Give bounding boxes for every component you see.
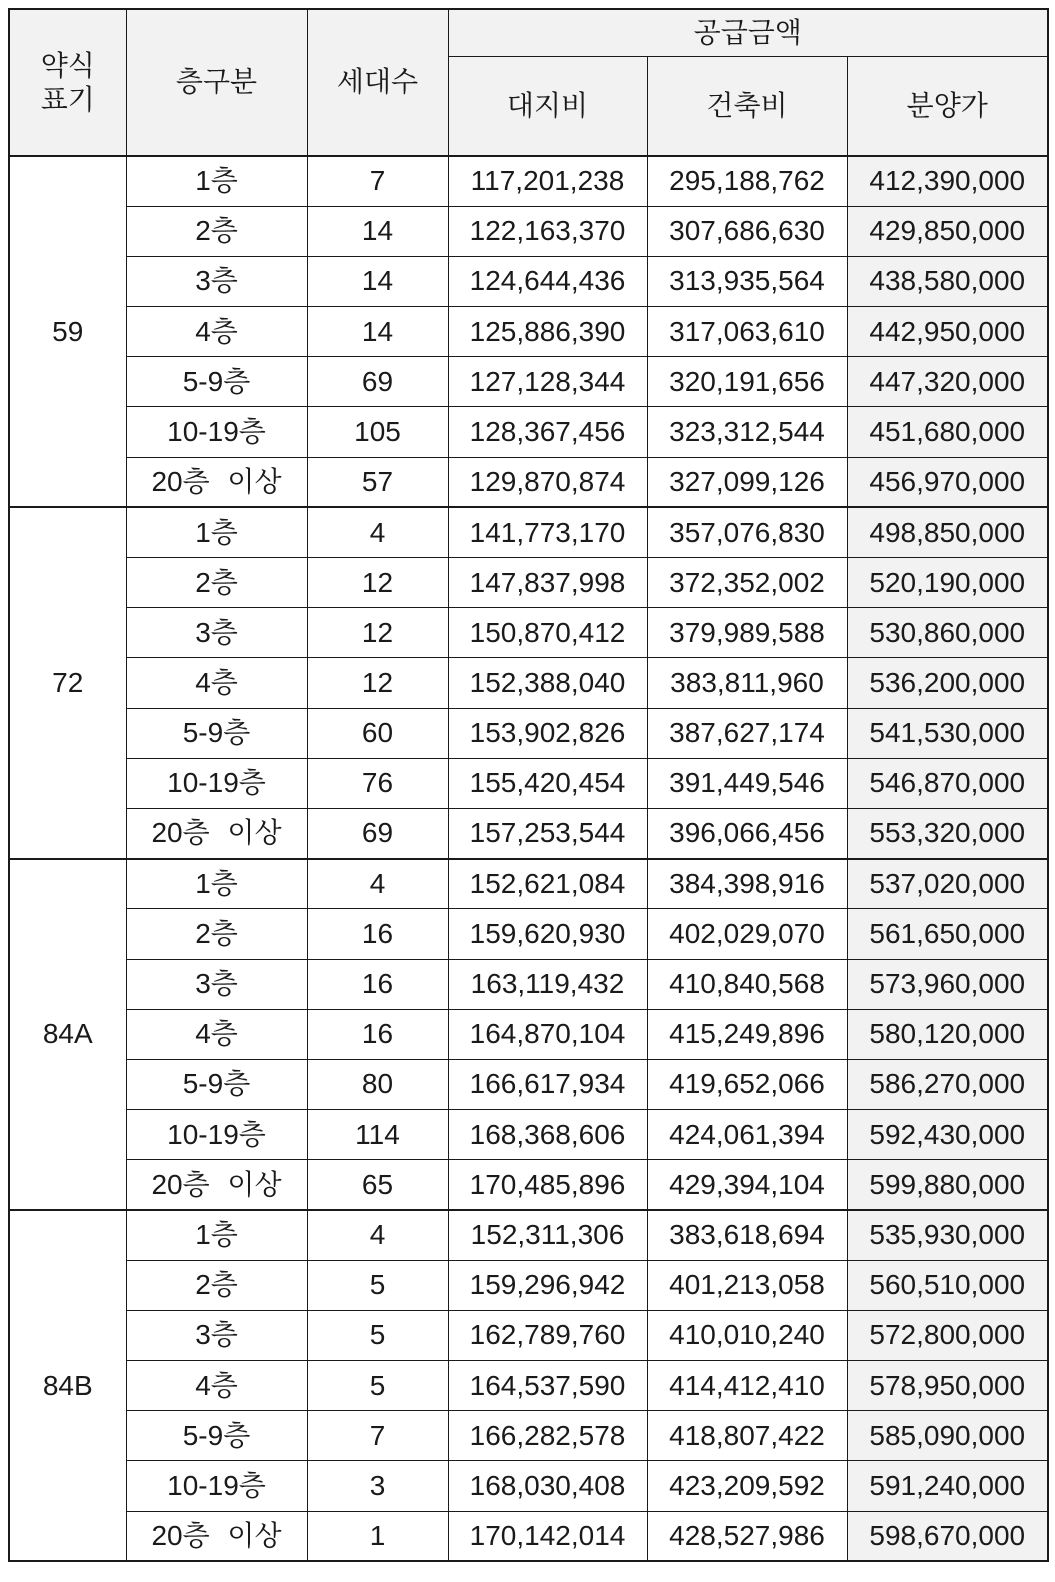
units-cell: 14 xyxy=(307,206,448,256)
units-cell: 69 xyxy=(307,357,448,407)
sale-price-cell: 561,650,000 xyxy=(847,909,1048,959)
land-cost-cell: 168,368,606 xyxy=(448,1110,647,1160)
building-cost-cell: 384,398,916 xyxy=(647,859,847,909)
building-cost-cell: 383,811,960 xyxy=(647,658,847,708)
header-land-cost: 대지비 xyxy=(448,56,647,156)
floor-cell: 5-9층 xyxy=(126,357,307,407)
header-supply-amount: 공급금액 xyxy=(448,9,1048,56)
table-row xyxy=(9,658,1048,708)
units-cell: 5 xyxy=(307,1310,448,1360)
land-cost-cell: 164,537,590 xyxy=(448,1361,647,1411)
building-cost-cell: 410,010,240 xyxy=(647,1310,847,1360)
header-unit-type-line-2: 표기 xyxy=(40,83,95,115)
sale-price-cell: 580,120,000 xyxy=(847,1009,1048,1059)
building-cost-cell: 391,449,546 xyxy=(647,758,847,808)
units-cell: 16 xyxy=(307,909,448,959)
table-row xyxy=(9,1461,1048,1511)
sale-price-cell: 591,240,000 xyxy=(847,1461,1048,1511)
sale-price-cell: 530,860,000 xyxy=(847,608,1048,658)
building-cost-cell: 379,989,588 xyxy=(647,608,847,658)
land-cost-cell: 127,128,344 xyxy=(448,357,647,407)
table-body xyxy=(9,156,1048,1561)
floor-cell: 3층 xyxy=(126,1310,307,1360)
floor-cell: 1층 xyxy=(126,1210,307,1260)
table-row xyxy=(9,256,1048,306)
table-row xyxy=(9,808,1048,858)
units-cell: 7 xyxy=(307,1411,448,1461)
units-cell: 3 xyxy=(307,1461,448,1511)
land-cost-cell: 152,621,084 xyxy=(448,859,647,909)
units-cell: 12 xyxy=(307,558,448,608)
sale-price-cell: 456,970,000 xyxy=(847,457,1048,507)
land-cost-cell: 162,789,760 xyxy=(448,1310,647,1360)
supply-price-table xyxy=(8,8,1049,1562)
sale-price-cell: 553,320,000 xyxy=(847,808,1048,858)
table-row xyxy=(9,1059,1048,1109)
units-cell: 114 xyxy=(307,1110,448,1160)
land-cost-cell: 150,870,412 xyxy=(448,608,647,658)
header-unit-type-line-1: 약식 xyxy=(40,49,95,81)
building-cost-cell: 415,249,896 xyxy=(647,1009,847,1059)
unit-type-cell: 59 xyxy=(9,156,126,507)
building-cost-cell: 423,209,592 xyxy=(647,1461,847,1511)
floor-cell: 5-9층 xyxy=(126,708,307,758)
units-cell: 105 xyxy=(307,407,448,457)
land-cost-cell: 155,420,454 xyxy=(448,758,647,808)
sale-price-cell: 592,430,000 xyxy=(847,1110,1048,1160)
sale-price-cell: 442,950,000 xyxy=(847,307,1048,357)
units-cell: 80 xyxy=(307,1059,448,1109)
sale-price-cell: 586,270,000 xyxy=(847,1059,1048,1109)
units-cell: 4 xyxy=(307,507,448,557)
land-cost-cell: 168,030,408 xyxy=(448,1461,647,1511)
table-row xyxy=(9,1310,1048,1360)
building-cost-cell: 401,213,058 xyxy=(647,1260,847,1310)
building-cost-cell: 320,191,656 xyxy=(647,357,847,407)
land-cost-cell: 122,163,370 xyxy=(448,206,647,256)
floor-cell: 10-19층 xyxy=(126,758,307,808)
table-row xyxy=(9,558,1048,608)
sale-price-cell: 599,880,000 xyxy=(847,1160,1048,1210)
table-row xyxy=(9,1110,1048,1160)
sale-price-cell: 598,670,000 xyxy=(847,1511,1048,1561)
units-cell: 12 xyxy=(307,608,448,658)
sale-price-cell: 585,090,000 xyxy=(847,1411,1048,1461)
building-cost-cell: 429,394,104 xyxy=(647,1160,847,1210)
floor-cell: 10-19층 xyxy=(126,1461,307,1511)
table-row xyxy=(9,959,1048,1009)
units-cell: 76 xyxy=(307,758,448,808)
table-row xyxy=(9,708,1048,758)
table-row xyxy=(9,457,1048,507)
table-row xyxy=(9,307,1048,357)
building-cost-cell: 317,063,610 xyxy=(647,307,847,357)
header-unit-type xyxy=(9,9,126,156)
land-cost-cell: 153,902,826 xyxy=(448,708,647,758)
building-cost-cell: 402,029,070 xyxy=(647,909,847,959)
units-cell: 4 xyxy=(307,1210,448,1260)
table-row xyxy=(9,859,1048,909)
land-cost-cell: 152,388,040 xyxy=(448,658,647,708)
floor-cell: 4층 xyxy=(126,658,307,708)
units-cell: 57 xyxy=(307,457,448,507)
floor-cell: 20층 이상 xyxy=(126,808,307,858)
table-header xyxy=(9,9,1048,156)
table-row xyxy=(9,1361,1048,1411)
table-row xyxy=(9,156,1048,206)
units-cell: 5 xyxy=(307,1260,448,1310)
land-cost-cell: 141,773,170 xyxy=(448,507,647,557)
floor-cell: 4층 xyxy=(126,1009,307,1059)
floor-cell: 20층 이상 xyxy=(126,457,307,507)
land-cost-cell: 128,367,456 xyxy=(448,407,647,457)
table-row xyxy=(9,1009,1048,1059)
building-cost-cell: 418,807,422 xyxy=(647,1411,847,1461)
building-cost-cell: 410,840,568 xyxy=(647,959,847,1009)
units-cell: 14 xyxy=(307,307,448,357)
floor-cell: 3층 xyxy=(126,959,307,1009)
land-cost-cell: 170,485,896 xyxy=(448,1160,647,1210)
units-cell: 69 xyxy=(307,808,448,858)
land-cost-cell: 147,837,998 xyxy=(448,558,647,608)
land-cost-cell: 166,617,934 xyxy=(448,1059,647,1109)
building-cost-cell: 419,652,066 xyxy=(647,1059,847,1109)
floor-cell: 20층 이상 xyxy=(126,1511,307,1561)
sale-price-cell: 536,200,000 xyxy=(847,658,1048,708)
sale-price-cell: 498,850,000 xyxy=(847,507,1048,557)
sale-price-cell: 429,850,000 xyxy=(847,206,1048,256)
header-floor: 층구분 xyxy=(126,9,307,156)
building-cost-cell: 396,066,456 xyxy=(647,808,847,858)
land-cost-cell: 129,870,874 xyxy=(448,457,647,507)
sale-price-cell: 573,960,000 xyxy=(847,959,1048,1009)
table-row xyxy=(9,909,1048,959)
unit-type-cell: 84B xyxy=(9,1210,126,1561)
floor-cell: 3층 xyxy=(126,608,307,658)
building-cost-cell: 313,935,564 xyxy=(647,256,847,306)
sale-price-cell: 560,510,000 xyxy=(847,1260,1048,1310)
table-row xyxy=(9,608,1048,658)
units-cell: 4 xyxy=(307,859,448,909)
sale-price-cell: 535,930,000 xyxy=(847,1210,1048,1260)
table-row xyxy=(9,1260,1048,1310)
building-cost-cell: 372,352,002 xyxy=(647,558,847,608)
floor-cell: 2층 xyxy=(126,1260,307,1310)
building-cost-cell: 428,527,986 xyxy=(647,1511,847,1561)
table-row xyxy=(9,1210,1048,1260)
sale-price-cell: 572,800,000 xyxy=(847,1310,1048,1360)
header-building-cost: 건축비 xyxy=(647,56,847,156)
table-row xyxy=(9,206,1048,256)
sale-price-cell: 546,870,000 xyxy=(847,758,1048,808)
unit-type-cell: 72 xyxy=(9,507,126,858)
building-cost-cell: 424,061,394 xyxy=(647,1110,847,1160)
floor-cell: 20층 이상 xyxy=(126,1160,307,1210)
floor-cell: 5-9층 xyxy=(126,1411,307,1461)
building-cost-cell: 307,686,630 xyxy=(647,206,847,256)
table-row xyxy=(9,407,1048,457)
units-cell: 1 xyxy=(307,1511,448,1561)
unit-type-cell: 84A xyxy=(9,859,126,1210)
table-row xyxy=(9,1160,1048,1210)
units-cell: 16 xyxy=(307,959,448,1009)
building-cost-cell: 383,618,694 xyxy=(647,1210,847,1260)
table-row xyxy=(9,1411,1048,1461)
land-cost-cell: 159,296,942 xyxy=(448,1260,647,1310)
land-cost-cell: 152,311,306 xyxy=(448,1210,647,1260)
land-cost-cell: 163,119,432 xyxy=(448,959,647,1009)
building-cost-cell: 357,076,830 xyxy=(647,507,847,557)
header-units: 세대수 xyxy=(307,9,448,156)
table-row xyxy=(9,758,1048,808)
table-row xyxy=(9,1511,1048,1561)
land-cost-cell: 125,886,390 xyxy=(448,307,647,357)
units-cell: 65 xyxy=(307,1160,448,1210)
land-cost-cell: 157,253,544 xyxy=(448,808,647,858)
land-cost-cell: 117,201,238 xyxy=(448,156,647,206)
building-cost-cell: 295,188,762 xyxy=(647,156,847,206)
units-cell: 12 xyxy=(307,658,448,708)
sale-price-cell: 412,390,000 xyxy=(847,156,1048,206)
sale-price-cell: 578,950,000 xyxy=(847,1361,1048,1411)
header-sale-price: 분양가 xyxy=(847,56,1048,156)
floor-cell: 1층 xyxy=(126,156,307,206)
land-cost-cell: 170,142,014 xyxy=(448,1511,647,1561)
floor-cell: 1층 xyxy=(126,507,307,557)
units-cell: 7 xyxy=(307,156,448,206)
units-cell: 16 xyxy=(307,1009,448,1059)
units-cell: 60 xyxy=(307,708,448,758)
sale-price-cell: 520,190,000 xyxy=(847,558,1048,608)
sale-price-cell: 541,530,000 xyxy=(847,708,1048,758)
floor-cell: 1층 xyxy=(126,859,307,909)
table-row xyxy=(9,357,1048,407)
floor-cell: 4층 xyxy=(126,1361,307,1411)
building-cost-cell: 323,312,544 xyxy=(647,407,847,457)
table-row xyxy=(9,507,1048,557)
sale-price-cell: 451,680,000 xyxy=(847,407,1048,457)
building-cost-cell: 414,412,410 xyxy=(647,1361,847,1411)
header-row-top xyxy=(9,9,1048,56)
units-cell: 5 xyxy=(307,1361,448,1411)
floor-cell: 4층 xyxy=(126,307,307,357)
floor-cell: 10-19층 xyxy=(126,407,307,457)
floor-cell: 2층 xyxy=(126,909,307,959)
floor-cell: 2층 xyxy=(126,558,307,608)
sale-price-cell: 438,580,000 xyxy=(847,256,1048,306)
land-cost-cell: 124,644,436 xyxy=(448,256,647,306)
units-cell: 14 xyxy=(307,256,448,306)
floor-cell: 2층 xyxy=(126,206,307,256)
sale-price-cell: 447,320,000 xyxy=(847,357,1048,407)
land-cost-cell: 164,870,104 xyxy=(448,1009,647,1059)
floor-cell: 3층 xyxy=(126,256,307,306)
floor-cell: 10-19층 xyxy=(126,1110,307,1160)
building-cost-cell: 327,099,126 xyxy=(647,457,847,507)
land-cost-cell: 159,620,930 xyxy=(448,909,647,959)
land-cost-cell: 166,282,578 xyxy=(448,1411,647,1461)
sale-price-cell: 537,020,000 xyxy=(847,859,1048,909)
floor-cell: 5-9층 xyxy=(126,1059,307,1109)
building-cost-cell: 387,627,174 xyxy=(647,708,847,758)
